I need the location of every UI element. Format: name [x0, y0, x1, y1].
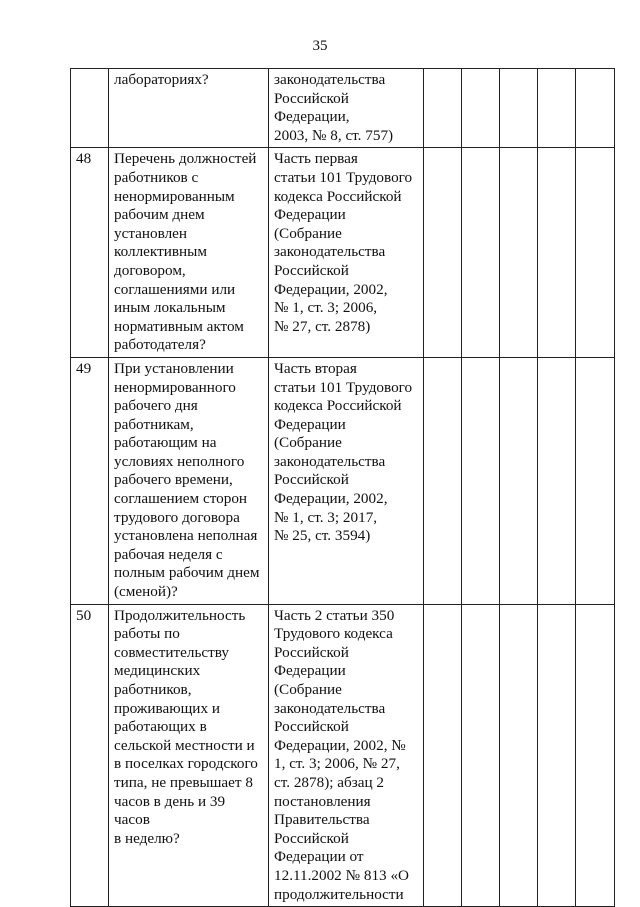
row-number: 49: [71, 357, 109, 604]
answer-cell: [424, 357, 462, 604]
answer-cell: [424, 604, 462, 907]
row-number: 48: [71, 148, 109, 358]
row-number: [71, 69, 109, 148]
legal-reference-cell: законодательства Российской Федерации, 2003, № 8, ст. 757): [269, 69, 424, 148]
question-cell: лабораториях?: [109, 69, 269, 148]
answer-cell: [538, 357, 576, 604]
table-row: [71, 148, 615, 358]
table-row: [71, 69, 615, 148]
answer-cell: [500, 69, 538, 148]
remarks-cell: [576, 148, 615, 358]
remarks-cell: [576, 604, 615, 907]
remarks-cell: [576, 69, 615, 148]
answer-cell: [462, 604, 500, 907]
legal-reference-cell: Часть вторая статьи 101 Трудового кодекса Российской Федерации (Собрание законодательства Российской Федерации, 2002, № 1, ст. 3; 2017, № 25, ст. 3594): [269, 357, 424, 604]
answer-cell: [462, 148, 500, 358]
table-row: [71, 604, 615, 907]
row-number: 50: [71, 604, 109, 907]
answer-cell: [500, 357, 538, 604]
question-cell: Перечень должностей работников с ненормированным рабочим днем установлен коллективным договором, соглашениями или иным локальным нормативным актом работодателя?: [109, 148, 269, 358]
answer-cell: [462, 69, 500, 148]
remarks-cell: [576, 357, 615, 604]
answer-cell: [424, 148, 462, 358]
answer-cell: [500, 148, 538, 358]
answer-cell: [462, 357, 500, 604]
table-row: [71, 357, 615, 604]
page-number: 35: [312, 38, 328, 54]
question-cell: При установлении ненормированного рабочего дня работникам, работающим на условиях неполного рабочего времени, соглашением сторон трудового договора установлена неполная рабочая неделя с полным рабочим днем (сменой)?: [109, 357, 269, 604]
legal-reference-cell: Часть первая статьи 101 Трудового кодекса Российской Федерации (Собрание законодательства Российской Федерации, 2002, № 1, ст. 3; 2006, № 27, ст. 2878): [269, 148, 424, 358]
checklist-table: [70, 68, 615, 907]
answer-cell: [538, 604, 576, 907]
answer-cell: [424, 69, 462, 148]
question-cell: Продолжительность работы по совместительству медицинских работников, проживающих и работающих в сельской местности и в поселках городского типа, не превышает 8 часов в день и 39 часов в неделю?: [109, 604, 269, 907]
answer-cell: [538, 69, 576, 148]
answer-cell: [500, 604, 538, 907]
legal-reference-cell: Часть 2 статьи 350 Трудового кодекса Российской Федерации (Собрание законодательства Российской Федерации, 2002, № 1, ст. 3; 2006, № 27, ст. 2878); абзац 2 постановления Правительства Российской Федерации от 12.11.2002 № 813 «О продолжительности: [269, 604, 424, 907]
answer-cell: [538, 148, 576, 358]
